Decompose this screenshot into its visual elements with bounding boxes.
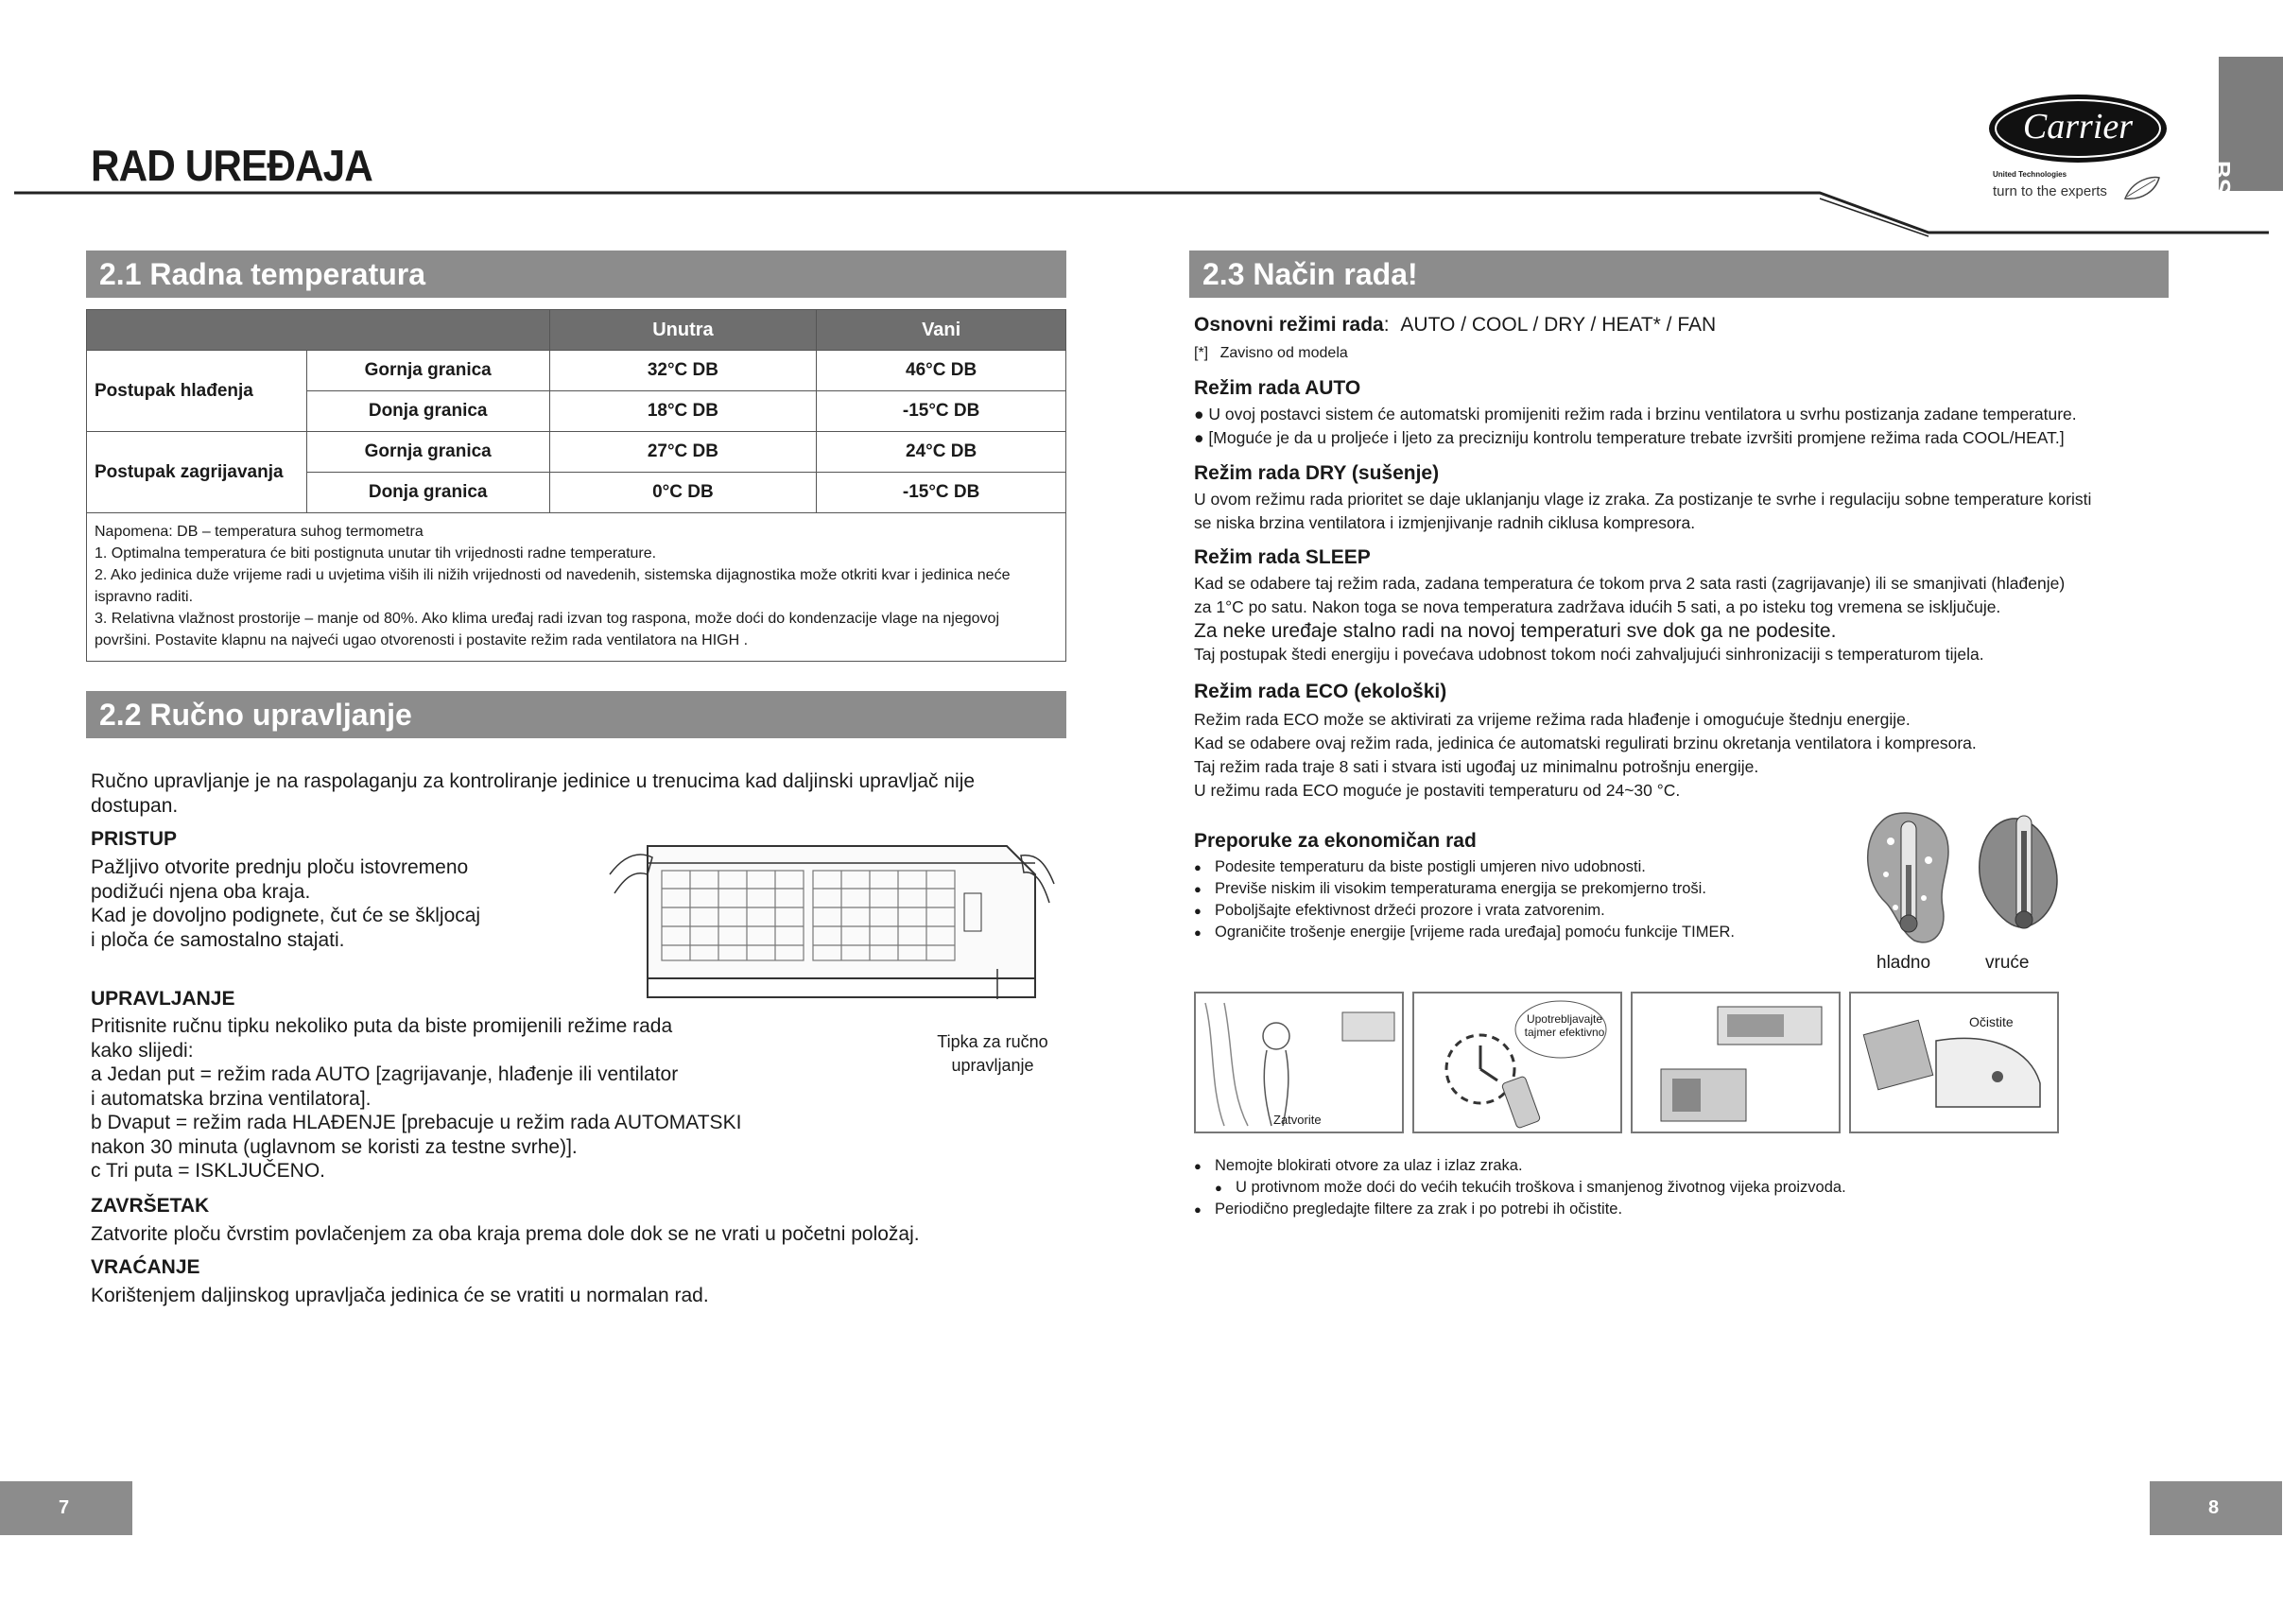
sleep-text <box>1194 572 2234 666</box>
text-line: U režimu rada ECO moguće je postaviti temperaturu od 24~30 °C. <box>1194 781 1681 800</box>
basic-modes-list: AUTO / COOL / DRY / HEAT* / FAN <box>1400 314 1717 336</box>
text-line: Kad se odabere taj režim rada, zadana temperatura će tokom prva 2 sata rasti (zagrijavanje) ili se smanjivati (hlađenje) <box>1194 574 2066 593</box>
page-number-left: 7 <box>0 1481 132 1535</box>
brand-name: Carrier <box>2022 107 2134 147</box>
brand-sub: United Technologies <box>1993 170 2067 179</box>
panel-clean-filter <box>1849 992 2059 1133</box>
text-line: U ovom režimu rada prioritet se daje uklanjanju vlage iz zraka. Za postizanje te svrhe i regulaciju sobne temperature koristi <box>1194 490 2092 509</box>
text-line: ● U ovoj postavci sistem će automatski promijeniti režim rada i brzinu ventilatora u svrhu postizanja zadane temperature. <box>1194 405 2077 423</box>
panel-caption-close: Zatvorite <box>1273 1113 1322 1127</box>
panel-caption-timer: Upotrebljavajte tajmer efektivno <box>1524 1012 1605 1039</box>
page-number-right: 8 <box>2150 1481 2282 1535</box>
cell-outside: -15°C DB <box>817 391 1066 432</box>
text-line: kako slijedi: <box>91 1039 194 1062</box>
basic-modes-label: Osnovni režimi rada <box>1194 314 1384 336</box>
cell-inside: 32°C DB <box>549 351 817 391</box>
sleep-title: Režim rada SLEEP <box>1194 546 1371 568</box>
footnote-mark: [*] <box>1194 345 1209 361</box>
control-title: UPRAVLJANJE <box>91 988 235 1010</box>
eco-recommendations-title: Preporuke za ekonomičan rad <box>1194 830 1477 852</box>
cell-outside: 46°C DB <box>817 351 1066 391</box>
language-code: BS <box>2207 161 2236 196</box>
access-text <box>91 855 620 952</box>
cell-outside: 24°C DB <box>817 432 1066 473</box>
text-line: za 1°C po satu. Nakon toga se nova temperatura zadržava idućih 5 sati, a po isteku tog vremena se isključuje. <box>1194 597 2001 616</box>
indoor-unit-illustration <box>591 837 1064 1007</box>
cell-inside: 18°C DB <box>549 391 817 432</box>
carrier-logo <box>1985 93 2174 216</box>
list-item: ● Nemojte blokirati otvore za ulaz i izlaz zraka. <box>1194 1155 2234 1177</box>
auto-text <box>1194 403 2234 450</box>
temperature-table <box>86 309 1066 662</box>
text-line: Kad je dovoljno podignete, čut će se škljocaj <box>91 905 481 926</box>
table-row <box>87 351 1066 391</box>
caption-line: Tipka za ručno <box>937 1032 1048 1051</box>
text-line: i ploča će samostalno stajati. <box>91 928 345 951</box>
text-line: Taj postupak štedi energiju i povećava udobnost tokom noći zahvaljujući sinhronizaciji s temperaturom tijela. <box>1194 645 1984 664</box>
note-line: 3. Relativna vlažnost prostorije – manje od 80%. Ako klima uređaj radi izvan tog raspona, može doći do kondenzacije vlage na njegovoj površini. Postavite klapnu na najveći ugao otvorenosti i postavite režim rada ventilatora na HIGH . <box>95 611 999 648</box>
return-text: Korištenjem daljinskog upravljača jedinica će se vratiti u normalan rad. <box>91 1285 709 1306</box>
text-line: Režim rada ECO može se aktivirati za vrijeme režima rada hlađenje i omogućuje štednju energije. <box>1194 710 1911 729</box>
row-limit: Gornja granica <box>306 351 549 391</box>
list-item-sub: ● U protivnom može doći do većih tekućih troškova i smanjenog životnog vijeka proizvoda. <box>1194 1177 2234 1199</box>
text-line: ● [Moguće je da u proljeće i ljeto za precizniju kontrolu temperature trebate izvršiti promjene režima rada COOL/HEAT.] <box>1194 428 2065 447</box>
row-group-heating: Postupak zagrijavanja <box>87 432 307 513</box>
cell-inside: 0°C DB <box>549 473 817 513</box>
dry-text <box>1194 488 2234 535</box>
auto-title: Režim rada AUTO <box>1194 377 1361 399</box>
eco-text <box>1194 708 2234 803</box>
col-header-inside: Unutra <box>549 310 817 351</box>
manual-intro: Ručno upravljanje je na raspolaganju za kontroliranje jedinice u trenucima kad daljinski upravljač nije dostupan. <box>91 770 976 817</box>
text-line: a Jedan put = režim rada AUTO [zagrijavanje, hlađenje ili ventilator <box>91 1063 679 1085</box>
text-line: nakon 30 minuta (uglavnom se koristi za testne svrhe)]. <box>91 1135 578 1158</box>
table-notes-row <box>87 513 1066 662</box>
label-cold: hladno <box>1877 953 1931 973</box>
list-item: ● Ograničite trošenje energije [vrijeme rada uređaja] pomoću funkcije TIMER. <box>1194 922 1818 943</box>
note-line: 1. Optimalna temperatura će biti postignuta unutar tih vrijednosti radne temperature. <box>95 545 657 561</box>
section-2-3-header: 2.3 Način rada! <box>1189 251 2169 298</box>
thermometer-figures <box>1858 808 2070 950</box>
text-line: i automatska brzina ventilatora]. <box>91 1087 372 1110</box>
access-title: PRISTUP <box>91 828 178 850</box>
list-item: ● Previše niskim ili visokim temperaturama energija se prekomjerno troši. <box>1194 878 1818 900</box>
room-unit-icon <box>1633 993 1839 1132</box>
table-header-blank <box>87 310 550 351</box>
footnote <box>1194 345 1348 362</box>
finish-title: ZAVRŠETAK <box>91 1195 210 1217</box>
curtain-icon <box>1196 993 1402 1132</box>
leaf-icon <box>2123 174 2161 202</box>
basic-modes <box>1194 314 1716 337</box>
text-line: se niska brzina ventilatora i izmjenjivanje radnih ciklusa kompresora. <box>1194 513 1696 532</box>
panel-use-timer <box>1412 992 1622 1133</box>
footnote-text: Zavisno od modela <box>1219 345 1348 361</box>
list-item: ● Podesite temperaturu da biste postigli umjeren nivo udobnosti. <box>1194 856 1818 878</box>
basic-modes-sep: : <box>1383 314 1390 336</box>
section-2-2-header: 2.2 Ručno upravljanje <box>86 691 1066 738</box>
row-limit: Gornja granica <box>306 432 549 473</box>
text-line: Za neke uređaje stalno radi na novoj temperaturi sve dok ga ne podesite. <box>1194 620 1837 642</box>
eco-title: Režim rada ECO (ekološki) <box>1194 681 1447 702</box>
row-limit: Donja granica <box>306 473 549 513</box>
table-notes <box>87 513 1066 662</box>
page-title: RAD UREĐAJA <box>91 141 372 190</box>
note-line: 2. Ako jedinica duže vrijeme radi u uvjetima viših ili nižih vrijednosti od navedenih, sistemska dijagnostika može otkriti kvar i jedinica neće ispravno raditi. <box>95 567 1011 605</box>
list-item: ● Poboljšajte efektivnost držeći prozore i vrata zatvorenim. <box>1194 900 1818 922</box>
text-line: c Tri puta = ISKLJUČENO. <box>91 1160 326 1182</box>
label-hot: vruće <box>1985 953 2030 973</box>
panel-closed-doors <box>1631 992 1841 1133</box>
text-line: podižući njena oba kraja. <box>91 880 311 903</box>
bottom-bullets <box>1194 1155 2234 1220</box>
cell-outside: -15°C DB <box>817 473 1066 513</box>
row-limit: Donja granica <box>306 391 549 432</box>
finish-text: Zatvorite ploču čvrstim povlačenjem za oba kraja prema dole dok se ne vrati u početni položaj. <box>91 1223 920 1245</box>
panel-close-windows <box>1194 992 1404 1133</box>
language-tab <box>2207 57 2283 196</box>
return-title: VRAĆANJE <box>91 1256 200 1278</box>
panel-caption-clean: Očistite <box>1969 1014 2014 1029</box>
section-2-1-header: 2.1 Radna temperatura <box>86 251 1066 298</box>
text-line: Pažljivo otvorite prednju ploču istovremeno <box>91 856 469 878</box>
list-item: ● Periodično pregledajte filtere za zrak i po potrebi ih očistite. <box>1194 1199 2234 1220</box>
filter-icon <box>1851 993 2057 1132</box>
text-line: Taj režim rada traje 8 sati i stvara isti ugođaj uz minimalnu potrošnju energije. <box>1194 757 1759 776</box>
table-header-row <box>87 310 1066 351</box>
table-row <box>87 432 1066 473</box>
col-header-outside: Vani <box>817 310 1066 351</box>
control-text <box>91 1014 942 1183</box>
caption-line: upravljanje <box>951 1056 1034 1075</box>
text-line: Pritisnite ručnu tipku nekoliko puta da biste promijenili režime rada <box>91 1015 673 1037</box>
note-line: Napomena: DB – temperatura suhog termometra <box>95 524 424 540</box>
row-group-cooling: Postupak hlađenja <box>87 351 307 432</box>
tagline: turn to the experts <box>1993 183 2107 199</box>
dry-title: Režim rada DRY (sušenje) <box>1194 462 1440 484</box>
cell-inside: 27°C DB <box>549 432 817 473</box>
text-line: Kad se odabere ovaj režim rada, jedinica će automatski regulirati brzinu okretanja ventilatora i kompresora. <box>1194 734 1977 752</box>
text-line: b Dvaput = režim rada HLAĐENJE [prebacuje u režim rada AUTOMATSKI <box>91 1112 742 1133</box>
eco-recommendations-list <box>1194 856 1818 943</box>
header-rule <box>14 191 2269 248</box>
